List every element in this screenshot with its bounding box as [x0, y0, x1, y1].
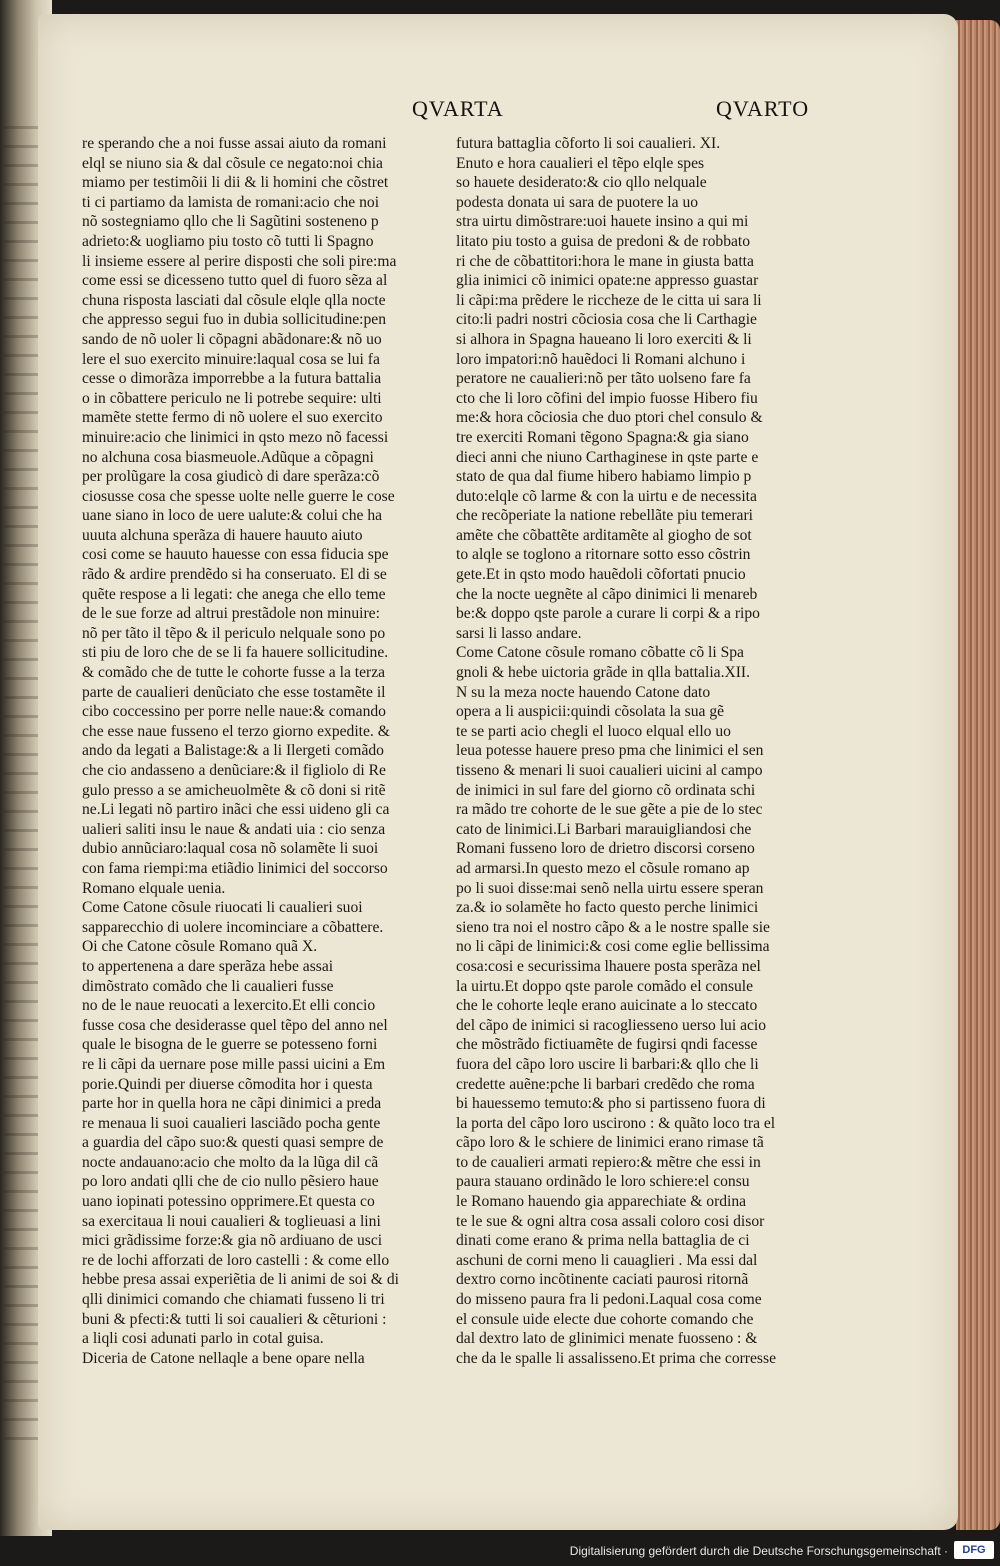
text-line: no alchuna cosa biasmeuole.Adũque a cõpagni	[82, 448, 374, 466]
text-line: che esse naue fusseno el terzo giorno expedite. &	[82, 722, 390, 740]
text-line: stato de qua dal fiume hibero habiamo limpio p	[456, 468, 752, 486]
text-line: uano iopinati potessino opprimere.Et questa co	[82, 1193, 375, 1211]
text-line: Romani fusseno loro de drietro discorsi corseno	[456, 840, 755, 858]
text-line: sieno tra noi el nostro cãpo & a le nostre spalle sie	[456, 918, 770, 936]
text-line: po loro andati qlli che de cio nullo pẽsiero haue	[82, 1173, 379, 1191]
text-line: do misseno paura fra li pedoni.Laqual cosa come	[456, 1291, 762, 1309]
text-line: aschuni de corni meno li cauaglieri . Ma essi dal	[456, 1251, 758, 1269]
text-line: gulo presso a se amicheuolmẽte & cõ doni si ritẽ	[82, 781, 386, 799]
text-line: lere el suo exercito minuire:laqual cosa se lui fa	[82, 350, 380, 368]
text-line: dimõstrato comãdo che li caualieri fusse	[82, 977, 334, 995]
text-line: re li cãpi da uernare pose mille passi uicini a Em	[82, 1055, 386, 1073]
text-line: la porta del cãpo loro uscirono : & quãto loco tra el	[456, 1114, 776, 1132]
running-head-left: QVARTA	[412, 96, 504, 121]
text-line: & comãdo che de tutte le cohorte fusse a la terza	[82, 664, 386, 682]
text-line: ualieri saliti insu le naue & andati uia : cio senza	[82, 820, 386, 838]
text-line: ando da legati a Balistage:& a li Ilergeti comãdo	[82, 742, 384, 760]
text-line: so hauete desiderato:& cio qllo nelquale	[456, 174, 707, 192]
text-line: con fama riempi:ma etiãdio linimici del soccorso	[82, 859, 388, 877]
text-line: li cãpi:ma prẽdere le riccheze de le citta ui sara li	[456, 291, 762, 309]
text-line: qlli dinimici comando che chiamati fusseno li tri	[82, 1291, 385, 1309]
text-line: Diceria de Catone nellaqle a bene opare nella	[82, 1349, 365, 1367]
text-line: nõ sostegniamo qllo che li Sagũtini sosteneno p	[82, 213, 379, 231]
text-line: quale le bisogna de le guerre se potesseno forni	[82, 1036, 378, 1054]
text-line: to appertenena a dare sperãza hebe assai	[82, 957, 334, 975]
text-line: le Romano hauendo gia apparechiate & ordina	[456, 1193, 747, 1211]
text-line: sa exercitaua li noui caualieri & toglieuasi a lini	[82, 1212, 381, 1230]
text-line: be:& doppo qste parole a curare li corpi & a ripo	[456, 605, 760, 623]
text-line: gnoli & hebe uictoria grãde in qlla battalia.XII.	[456, 664, 751, 682]
text-line: uuuta alchuna sperãza di hauere hauuto aiuto	[82, 526, 363, 544]
text-line: per prolũgare la cosa giudicò di dare sperãza:cõ	[82, 468, 380, 486]
text-line: fusse cosa che desiderasse quel tẽpo del anno nel	[82, 1016, 388, 1034]
text-line: te le sue & ogni altra cosa assali coloro cosi disor	[456, 1212, 765, 1230]
text-line: uane siano in loco de uere ualute:& colui che ha	[82, 507, 383, 525]
text-line: mamẽte stette fermo di nõ uolere el suo exercito	[82, 409, 383, 427]
text-line: Oi che Catone cõsule Romano quã X.	[82, 938, 318, 956]
text-line: futura battaglia cõforto li soi caualieri. XI.	[456, 135, 721, 152]
text-line: tisseno & menari li suoi caualieri uicini al campo	[456, 762, 763, 779]
text-line: cato de linimici.Li Barbari marauigliandosi che	[456, 820, 752, 838]
funding-notice: Digitalisierung gefördert durch die Deutsche Forschungsgemeinschaft ·	[569, 1544, 948, 1558]
text-line: rãdo & ardire prendẽdo si ha conseruato. El di se	[82, 566, 387, 584]
text-line: loro impatori:nõ hauẽdoci li Romani alchuno i	[456, 350, 746, 368]
text-line: che recõperiate la natione rebellãte piu temerari	[456, 507, 753, 525]
running-head-right: QVARTO	[716, 96, 810, 121]
text-line: ri che de cõbattitori:hora le mane in giusta batta	[456, 252, 754, 270]
text-line: quẽte respose a li legati: che anega che ello teme	[82, 585, 386, 603]
text-line: de inimici in sul fare del giorno cõ ordinata schi	[456, 781, 756, 799]
text-line: cosi come se hauuto hauesse con essa fiducia spe	[82, 546, 389, 564]
text-line: minuire:acio che linimici in qsto mezo nõ facessi	[82, 428, 389, 446]
text-line: che mõstrãdo fictiuamẽte de fugirsi qndi facesse	[456, 1036, 758, 1054]
text-line: a guardia del cãpo suo:& questi quasi sempre de	[82, 1134, 384, 1152]
text-line: fuora del cãpo loro uscire li barbari:& qllo che li	[456, 1055, 759, 1073]
text-line: buni & pfecti:& tutti li soi caualieri & cẽturioni :	[82, 1310, 387, 1328]
text-line: miamo per testimõii li dii & li homini che cõstret	[82, 174, 389, 192]
text-line: sapparecchio di uolere incominciare a cõbattere.	[82, 918, 384, 936]
text-line: de le sue forze ad altrui prestãdole non minuire:	[82, 605, 380, 623]
text-line: sti piu de loro che de se li fa hauere sollicitudine.	[82, 644, 389, 662]
text-line: dieci anni che niuno Carthaginese in qste parte e	[456, 448, 759, 466]
text-line: za.& io solamẽte ho facto questo perche linimici	[456, 899, 759, 917]
text-line: ad armarsi.In questo mezo el cõsule romano ap	[456, 859, 750, 877]
text-line: leua potesse hauere preso pma che linimici el sen	[456, 742, 764, 760]
text-line: che la nocte uegnẽte al cãpo dinimici li menareb	[456, 585, 758, 603]
text-line: paura stauano ordinãdo le loro schiere:el consu	[456, 1173, 750, 1191]
text-line: li insieme essere al perire disposti che soli pire:ma	[82, 252, 397, 270]
text-line: peratore ne caualieri:nõ per tãto uolseno fare fa	[456, 370, 751, 388]
text-line: cto che li loro cõfini del impio fuosse Hibero fiu	[456, 389, 758, 407]
text-line: re de lochi afforzati de loro castelli : & come ello	[82, 1251, 390, 1269]
text-line: hebbe presa assai experiẽtia de li animi de soi & di	[82, 1271, 399, 1289]
text-line: to de caualieri armati repiero:& mẽtre che essi in	[456, 1153, 761, 1171]
text-line: tre exerciti Romani tẽgono Spagna:& gia siano	[456, 428, 749, 446]
text-line: parte hor in quella hora ne cãpi dinimici a preda	[82, 1095, 382, 1113]
right-text-column	[456, 134, 796, 1368]
text-line: Come Catone cõsule riuocati li caualieri suoi	[82, 899, 363, 917]
text-line: amẽte che cõbattẽte arditamẽte al giogho de sot	[456, 526, 752, 544]
text-line: o in cõbattere periculo ne li potrebe sequire: ulti	[82, 389, 382, 407]
text-line: nocte andauano:acio che molto da la lũga dil cã	[82, 1153, 379, 1171]
text-line: che cio andasseno a denũciare:& il figliolo di Re	[82, 762, 386, 779]
text-line: duto:elqle cõ larme & con la uirtu e de necessita	[456, 487, 757, 505]
text-line: la uirtu.Et doppo qste parole comãdo el consule	[456, 977, 754, 995]
text-line: cãpo loro & le schiere de linimici erano rimase tã	[456, 1134, 764, 1152]
text-line: ra mãdo tre cohorte de le sue gẽte a pie de lo stec	[456, 801, 763, 819]
text-line: gete.Et in qsto modo hauẽdoli cõfortati pnucio	[456, 566, 746, 584]
text-line: no li cãpi de linimici:& cosi come eglie bellissima	[456, 938, 770, 956]
text-line: dal dextro lato de glinimici menate fuosseno : &	[456, 1330, 758, 1348]
text-line: re sperando che a noi fusse assai aiuto da romani	[82, 135, 387, 152]
text-line: Enuto e hora caualieri el tẽpo elqle spes	[456, 154, 705, 172]
text-line: no de le naue reuocati a lexercito.Et elli concio	[82, 997, 376, 1015]
text-line: po li suoi disse:mai senõ nella uirtu essere speran	[456, 879, 764, 897]
text-line: stra uirtu dimõstrare:uoi hauete insino a qui mi	[456, 213, 749, 231]
text-line: cito:li padri nostri cõciosia cosa che li Carthagie	[456, 311, 757, 329]
text-line: te se parti acio chegli el luoco elqual ello uo	[456, 722, 731, 740]
left-text-column	[82, 134, 422, 1368]
text-line: chuna risposta lasciati dal cõsule elqle qlla nocte	[82, 291, 386, 309]
text-line: che le cohorte leqle erano auicinate a lo steccato	[456, 997, 758, 1015]
text-line: parte de caualieri denũciato che esse tostamẽte il	[82, 683, 386, 701]
text-line: opera a li auspicii:quindi cõsolata la sua gẽ	[456, 703, 725, 721]
text-line: ne.Li legati nõ partiro inãci che essi uideno gli ca	[82, 801, 390, 819]
text-line: nõ per tãto il tẽpo & il periculo nelquale sono po	[82, 624, 386, 642]
text-line: re menaua li suoi caualieri lasciãdo pocha gente	[82, 1114, 381, 1132]
text-line: a liqli cosi adunati parlo in cotal guisa.	[82, 1330, 324, 1348]
text-line: Come Catone cõsule romano cõbatte cõ li Spa	[456, 644, 744, 662]
text-line: litato piu tosto a guisa de predoni & de robbato	[456, 232, 751, 250]
text-line: che appresso segui fuo in dubia sollicitudine:pen	[82, 311, 387, 329]
text-line: sando de nõ uoler li cõpagni abãdonare:& nõ uo	[82, 330, 382, 348]
text-line: elql se niuno sia & dal cõsule ce negato:noi chia	[82, 154, 383, 172]
text-line: sarsi li lasso andare.	[456, 624, 582, 642]
book-fore-edge	[956, 20, 1000, 1530]
text-line: ti ci partiamo da lamista de romani:acio che noi	[82, 193, 380, 211]
text-line: el consule uide electe due cohorte comando che	[456, 1310, 754, 1328]
text-line: me:& hora cõciosia che duo ptori chel consulo &	[456, 409, 763, 427]
text-line: si alhora in Spagna haueano li loro exerciti & li	[456, 330, 752, 348]
text-line: credette auẽne:pche li barbari credẽdo che roma	[456, 1075, 755, 1093]
text-line: dextro corno incõtinente caciati paurosi ritornã	[456, 1271, 749, 1289]
text-line: come essi se dicesseno tutto quel di fuoro sẽza al	[82, 272, 388, 290]
text-line: cosa:cosi e securissima lhauere posta sperãza nel	[456, 957, 761, 975]
text-line: del cãpo de inimici si racogliesseno uerso lui acio	[456, 1016, 767, 1034]
viewer-footer	[0, 1536, 1000, 1566]
text-line: che da le spalle li assalisseno.Et prima che corresse	[456, 1349, 776, 1367]
text-line: glia inimici cõ inimici opate:ne appresso guastar	[456, 272, 759, 290]
dfg-logo-icon[interactable]: DFG	[954, 1541, 994, 1559]
text-line: dubio annũciaro:laqual cosa nõ solamẽte li suoi	[82, 840, 379, 858]
text-line: mici grãdissime forze:& gia nõ ardiuano de usci	[82, 1232, 383, 1250]
text-line: adrieto:& uogliamo piu tosto cõ tutti li Spagno	[82, 232, 374, 250]
text-line: dinati come erano & prima nella battaglia de ci	[456, 1232, 750, 1250]
text-line: cibo coccessino per porre nelle naue:& comando	[82, 703, 386, 721]
text-line: cesse o dimorãza imporrebbe a la futura battalia	[82, 370, 382, 388]
text-line: ciosusse cosa che spesse uolte nelle guerre le cose	[82, 487, 395, 505]
text-line: podesta donata ui sara de puotere la uo	[456, 193, 699, 211]
text-line: to alqle se toglono a ritornare sotto esso cõstrin	[456, 546, 751, 564]
text-line: porie.Quindi per diuerse cõmodita hor i questa	[82, 1075, 373, 1093]
text-line: N su la meza nocte hauendo Catone dato	[456, 683, 711, 701]
text-line: bi hauessemo temuto:& pho si partisseno fuora di	[456, 1095, 766, 1113]
text-line: Romano elquale uenia.	[82, 879, 226, 897]
